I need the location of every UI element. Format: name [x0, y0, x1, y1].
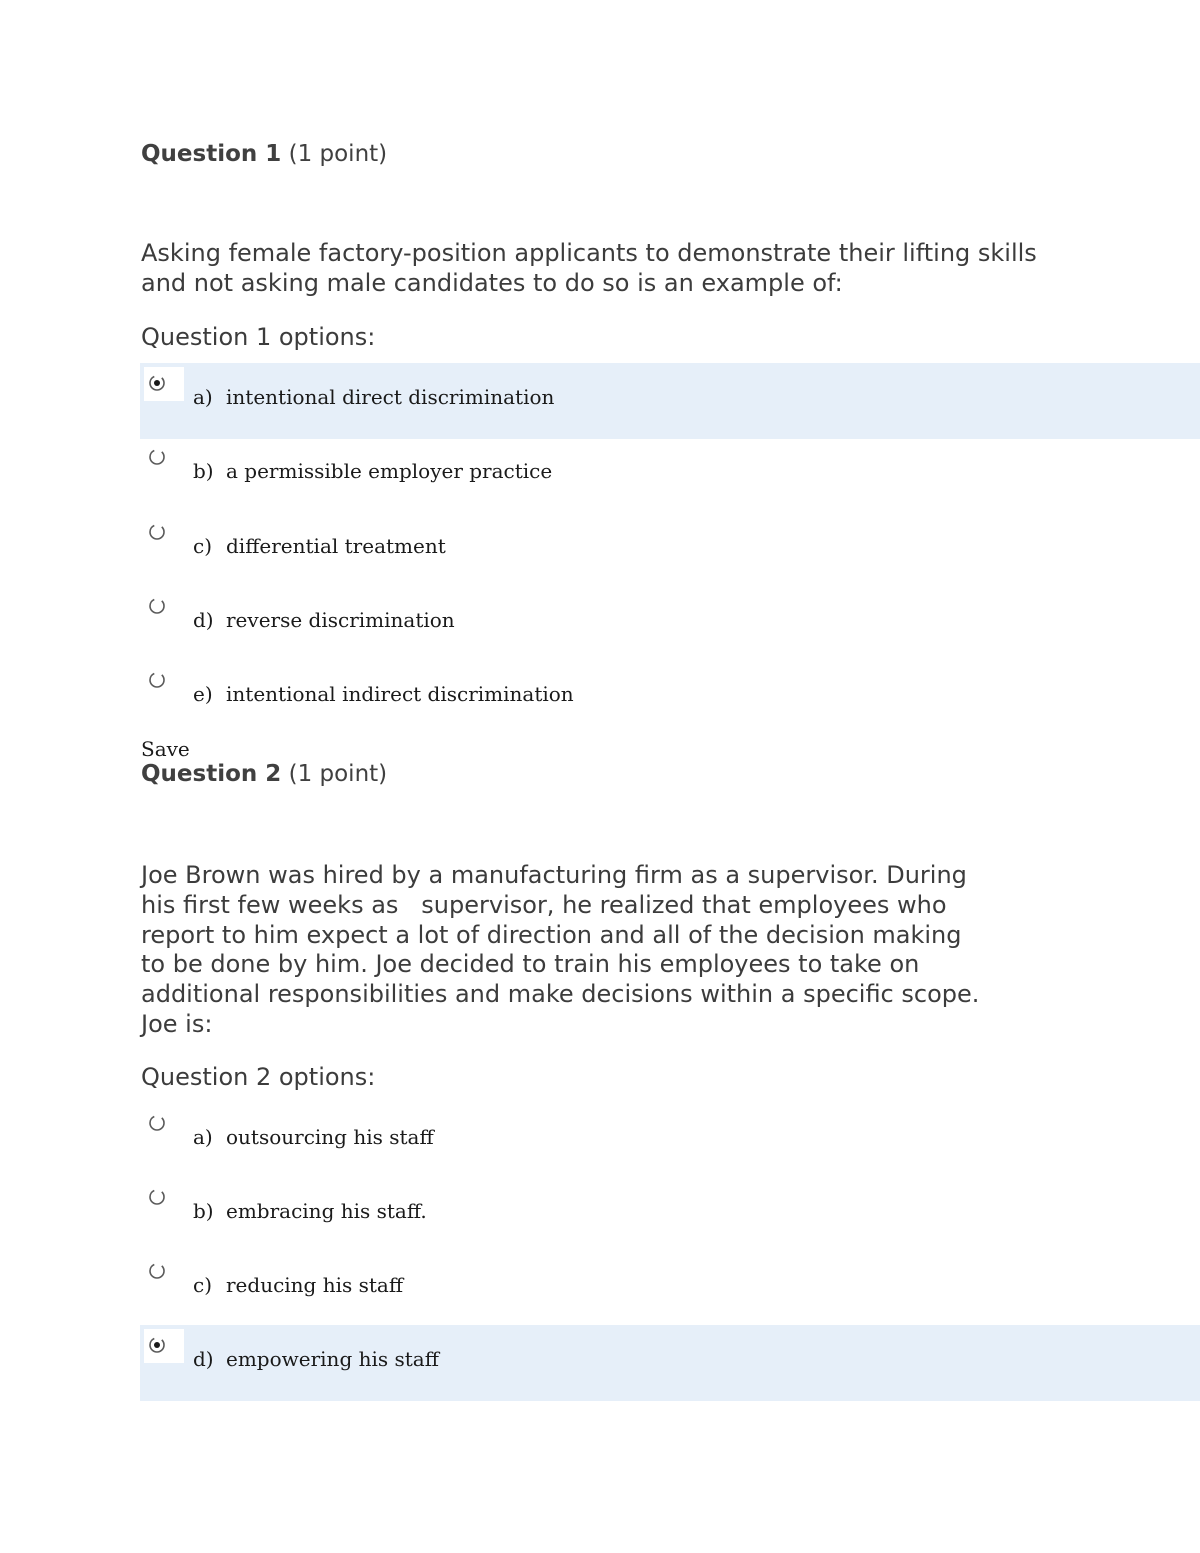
- option-letter: b): [193, 1199, 214, 1223]
- question-2-text-line: his first few weeks as supervisor, he realized that employees who: [141, 890, 947, 919]
- option-text: reverse discrimination: [226, 608, 455, 632]
- question-2-text-line: to be done by him. Joe decided to train his employees to take on: [141, 950, 920, 979]
- question-2-title: [141, 761, 387, 787]
- option-letter: c): [193, 534, 213, 558]
- question-2-text-line: report to him expect a lot of direction and all of the decision making: [141, 920, 962, 949]
- question-2-options-label: Question 2 options:: [141, 1063, 376, 1091]
- question-2-option-d[interactable]: [140, 1325, 1200, 1401]
- option-letter: d): [193, 1347, 214, 1371]
- option-text: empowering his staff: [226, 1347, 439, 1371]
- radio-button-icon[interactable]: [144, 367, 184, 401]
- question-1-option-b[interactable]: [140, 437, 1200, 513]
- radio-button-icon[interactable]: [144, 1255, 184, 1289]
- option-text: embracing his staff.: [226, 1199, 427, 1223]
- option-letter: a): [193, 385, 213, 409]
- radio-button-icon[interactable]: [144, 1181, 184, 1215]
- question-2-option-a[interactable]: [140, 1103, 1200, 1179]
- question-2-number: Question 2: [141, 761, 282, 787]
- option-text: differential treatment: [226, 534, 446, 558]
- radio-button-icon[interactable]: [144, 1329, 184, 1363]
- question-1-title: [141, 141, 387, 167]
- question-1-option-a[interactable]: [140, 363, 1200, 439]
- save-button[interactable]: Save: [141, 737, 190, 761]
- radio-button-icon[interactable]: [144, 516, 184, 550]
- question-1-option-d[interactable]: [140, 586, 1200, 662]
- radio-button-icon[interactable]: [144, 664, 184, 698]
- option-text: outsourcing his staff: [226, 1125, 434, 1149]
- option-letter: b): [193, 459, 214, 483]
- question-2-option-b[interactable]: [140, 1177, 1200, 1253]
- radio-button-icon[interactable]: [144, 441, 184, 475]
- option-letter: e): [193, 682, 213, 706]
- radio-button-icon[interactable]: [144, 590, 184, 624]
- option-text: a permissible employer practice: [226, 459, 553, 483]
- question-2-text: [141, 861, 1141, 1040]
- option-letter: c): [193, 1273, 213, 1297]
- question-1-number: Question 1: [141, 141, 282, 167]
- question-2-points: (1 point): [288, 761, 388, 787]
- option-text: intentional direct discrimination: [226, 385, 555, 409]
- question-1-options-label: Question 1 options:: [141, 323, 376, 351]
- question-2-text-line: Joe Brown was hired by a manufacturing firm as a supervisor. During: [141, 861, 967, 889]
- option-letter: d): [193, 608, 214, 632]
- radio-button-icon[interactable]: [144, 1107, 184, 1141]
- question-1-option-e[interactable]: [140, 660, 1200, 736]
- option-letter: a): [193, 1125, 213, 1149]
- question-1-text: Asking female factory-position applicants to demonstrate their lifting skills and not asking male candidates to do so is an example of:: [141, 239, 1037, 297]
- question-2-text-line: Joe is:: [141, 1009, 213, 1038]
- option-text: reducing his staff: [226, 1273, 404, 1297]
- question-1-option-c[interactable]: [140, 512, 1200, 588]
- question-2-option-c[interactable]: [140, 1251, 1200, 1327]
- question-1-points: (1 point): [288, 141, 388, 167]
- option-text: intentional indirect discrimination: [226, 682, 574, 706]
- question-2-text-line: additional responsibilities and make decisions within a specific scope.: [141, 980, 980, 1009]
